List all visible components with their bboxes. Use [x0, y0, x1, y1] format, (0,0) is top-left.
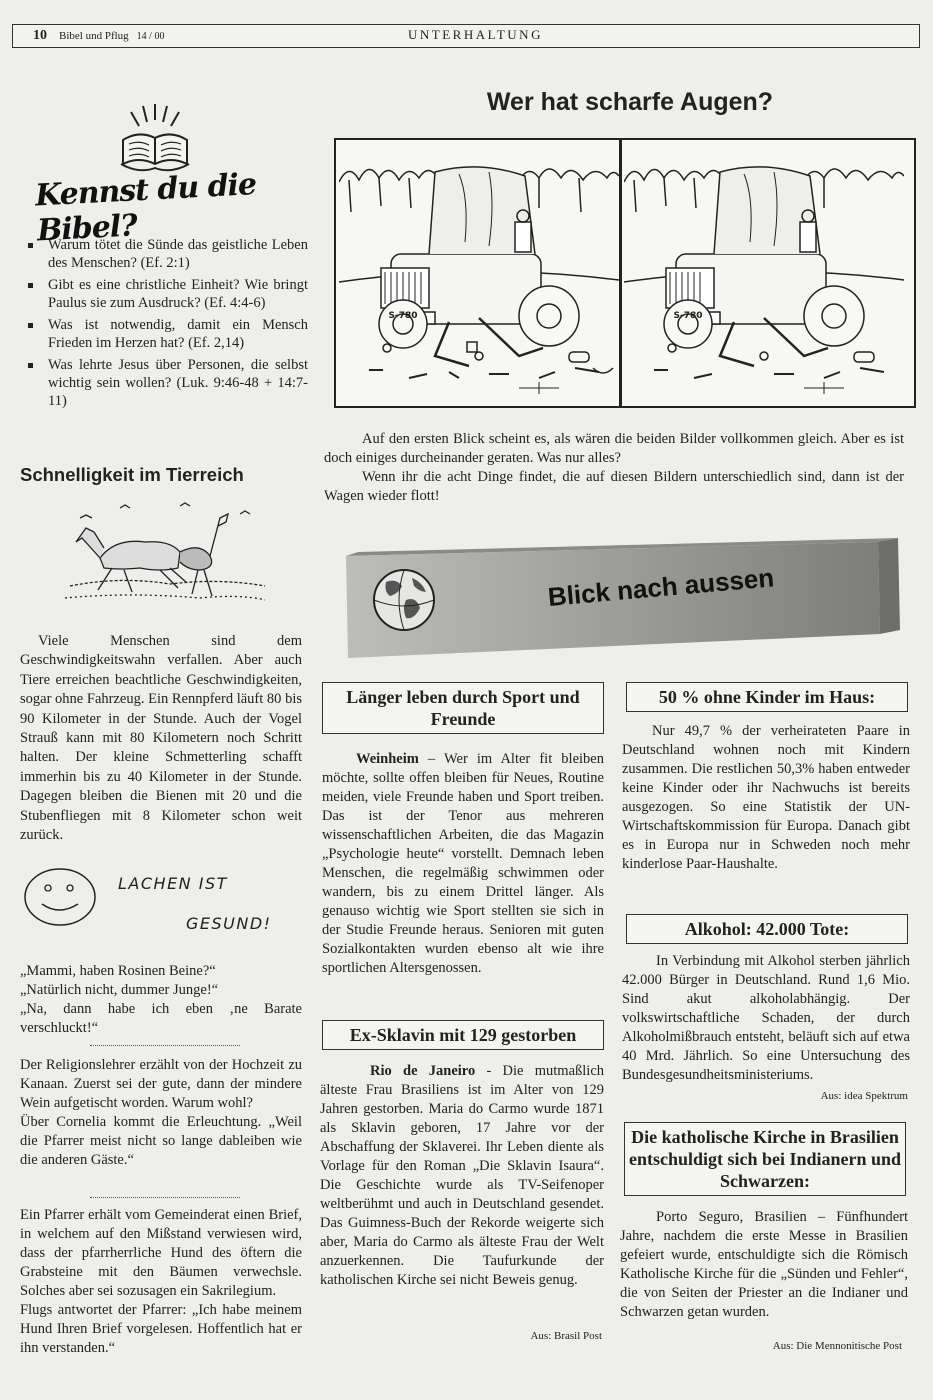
- bible-question-list: [28, 236, 308, 414]
- sport-headline-box: [322, 682, 604, 734]
- slave-headline-box: [322, 1020, 604, 1050]
- list-item: Was ist notwendig, damit ein Mensch Frieden im Herzen hat? (Ef. 2,14): [28, 316, 308, 352]
- list-item: Warum tötet die Sünde das geistliche Leben des Menschen? (Ef. 2:1): [28, 236, 308, 272]
- car-repair-picture-right: [624, 142, 904, 404]
- license-plate: S-780: [388, 311, 418, 321]
- alcohol-headline-box: [626, 914, 908, 944]
- picture-divider: [619, 140, 622, 406]
- open-bible-illustration: [115, 100, 195, 178]
- joke-pfarrer-hund: [20, 1206, 302, 1358]
- joke-kanaan: [20, 1056, 302, 1170]
- slave-article-text: [320, 1062, 604, 1290]
- children-headline-box: [626, 682, 908, 712]
- puzzle-title: Wer hat scharfe Augen?: [486, 88, 774, 116]
- speed-article-text: Viele Menschen sind dem Geschwindigkeitswahn verfallen. Aber auch Tiere erreichen beachtliche Geschwindigkeiten, sogar ohne Fahrzeug. Ein Rennpferd läuft 80 bis 90 Kilometer in der Stunde. Auch der Vogel Strauß kann mit 80 Kilometern noch Schritt halten. Der kleine Schmetterling schafft immerhin bis zu 40 Kilometer in der Stunde. Dagegen bleiben die Bienen mit 20 und die Stubenfliegen mit 8 Kilometer schon weit zurück.: [20, 633, 302, 844]
- page-header: [12, 24, 920, 48]
- spot-the-difference-pictures: [334, 138, 916, 408]
- church-headline: Die katholische Kirche in Brasilien entschuldigt sich bei Indianern und Schwarzen:: [628, 1127, 902, 1191]
- puzzle-paragraph: Wenn ihr die acht Dinge findet, die auf diesen Bildern unterschiedlich sind, dann ist der Wagen wieder flott!: [324, 469, 904, 504]
- publication-name: Bibel und Pflug: [59, 30, 129, 42]
- puzzle-paragraph: Auf den ersten Blick scheint es, als wären die beiden Bilder vollkommen gleich. Aber es ist doch einiges durcheinander geraten. Was nur alles?: [324, 431, 904, 466]
- laughing-headline-line1: LACHEN IST: [118, 874, 228, 893]
- church-source: Aus: Die Mennonitische Post: [772, 1340, 902, 1352]
- license-plate: S-780: [673, 311, 703, 321]
- slave-dateline: Rio de Janeiro: [370, 1063, 476, 1079]
- joke-line: Flugs antwortet der Pfarrer: „Ich habe meinem Hund Ihren Brief vorgelesen. Hoffentlich hat er ihn verstanden.“: [20, 1302, 302, 1356]
- church-headline-box: [624, 1122, 906, 1196]
- bible-quiz-title: Kennst du die Bibel?: [34, 167, 257, 249]
- globe-icon: [374, 570, 434, 630]
- alcohol-article-text: In Verbindung mit Alkohol sterben jährlich 42.000 Bürger in Deutschland. Rund 1,6 Mio. Sind akut alkoholabhängig. Der volkswirtschaftliche Schaden, der durch Alkoholmißbrauch entsteht, beläuft sich auf etwa 40 Mrd. Jährlich. So eine Untersuchung des Bundesgesundheitsministeriums.: [622, 953, 910, 1083]
- laughing-headline-line2: GESUND!: [186, 914, 272, 933]
- slave-headline: Ex-Sklavin mit 129 gestorben: [349, 1025, 577, 1045]
- section-title: UNTERHALTUNG: [408, 27, 543, 42]
- smiley-face-icon: [22, 866, 98, 928]
- page-number: 10: [33, 28, 47, 43]
- banner-title: Blick nach aussen: [546, 562, 776, 612]
- puzzle-instructions: [324, 430, 904, 506]
- alcohol-source: Aus: idea Spektrum: [820, 1090, 908, 1102]
- sport-article-text: [322, 750, 604, 978]
- horse-ostrich-illustration: [60, 498, 270, 613]
- blick-nach-aussen-banner: [340, 538, 900, 678]
- issue-number: 14 / 00: [136, 30, 165, 42]
- alcohol-headline: Alkohol: 42.000 Tote:: [684, 919, 850, 939]
- dotted-separator: [90, 1197, 240, 1198]
- joke-rosinen: [20, 962, 302, 1038]
- car-repair-picture-left: [339, 142, 619, 404]
- joke-line: „Na, dann habe ich eben ‚ne Barate verschluckt!“: [20, 1001, 302, 1036]
- children-article-text: Nur 49,7 % der verheirateten Paare in Deutschland wohnen noch mit Kindern zusammen. Die restlichen 50,3% haben entweder keine Kinder oder ihr Nachwuchs ist bereits ausgezogen. So eine Statistik der UN-Wirtschaftskommission für Europa. Danach gibt es in Europa nur in Schweden noch mehr kinderlose Paar-Haushalte.: [622, 723, 910, 872]
- joke-line: Ein Pfarrer erhält vom Gemeinderat einen Brief, in welchem auf den Mißstand verwiesen wird, dass der pfarrherrliche Hund des öftern die Grabsteine mit den Bäumen verwechsle. Solches aber sei sozusagen ein Sakrilegium.: [20, 1207, 302, 1299]
- joke-line: Der Religionslehrer erzählt von der Hochzeit zu Kanaan. Zuerst sei der gute, dann der mindere Wein aufgetischt worden. Warum wohl?: [20, 1057, 302, 1111]
- joke-line: Über Cornelia kommt die Erleuchtung. „Weil die Pfarrer meist nicht so lange dableiben wie die anderen Gäste.“: [20, 1114, 302, 1168]
- church-article-text: Porto Seguro, Brasilien – Fünfhundert Jahre, nachdem die erste Messe in Brasilien gefeiert wurde, entschuldigte sich die Römisch Katholische Kirche für die „Sünden und Fehler“, die von Seiten der Priester an die Indianer und Schwarzen getan wurden.: [620, 1209, 908, 1320]
- sport-body: – Wer im Alter fit bleiben möchte, sollte offen bleiben für Neues, Routine meiden, viele Freunde haben und Sport treiben. Das ist der Tenor aus mehreren wissenschaftlichen Arbeiten, die das Magazin „Psychologie heute“ vorstellt. Demnach leben Menschen, die regelmäßig schwimmen oder wandern, bis zu einem Drittel länger. Als genauso wichtig wie Sport stellten sie sich in der Studie Freunde heraus. Senioren mit guten Sozialkontakten wurden ebenso alt wie ihre sportlichen Altersgenossen.: [322, 751, 604, 976]
- list-item: Was lehrte Jesus über Personen, die selbst wichtig sein wollen? (Luk. 9:46-48 + 14:7-11): [28, 356, 308, 410]
- children-headline: 50 % ohne Kinder im Haus:: [658, 687, 876, 707]
- slave-body: - Die mutmaßlich älteste Frau Brasiliens ist im Alter von 129 Jahren gestorben. Maria do Carmo wurde 1871 als Sklavin geboren, 17 Jahre vor der Abschaffung der Sklaverei. Ihr Leben diente als Vorlage für den Roman „Die Sklavin Isaura“. Die Geschichte wurde als TV-Seifenoper weltberühmt und auch in Deutschland gesendet. Das Guimness-Buch der Rekorde weigerte sich aber, Maria do Carmo als älteste Frau der Welt anzuerkennen. Die Taufurkunde der katholischen Kirche sei nicht Beweis genug.: [320, 1063, 605, 1288]
- joke-line: „Mammi, haben Rosinen Beine?“: [20, 963, 216, 979]
- joke-line: „Natürlich nicht, dummer Junge!“: [20, 982, 219, 998]
- sport-headline: Länger leben durch Sport und Freunde: [346, 687, 580, 729]
- list-item: Gibt es eine christliche Einheit? Wie bringt Paulus sie zum Ausdruck? (Ef. 4:4-6): [28, 276, 308, 312]
- slave-source: Aus: Brasil Post: [530, 1330, 602, 1342]
- speed-article-title: Schnelligkeit im Tierreich: [20, 464, 244, 485]
- dotted-separator: [90, 1045, 240, 1046]
- sport-dateline: Weinheim: [356, 751, 419, 767]
